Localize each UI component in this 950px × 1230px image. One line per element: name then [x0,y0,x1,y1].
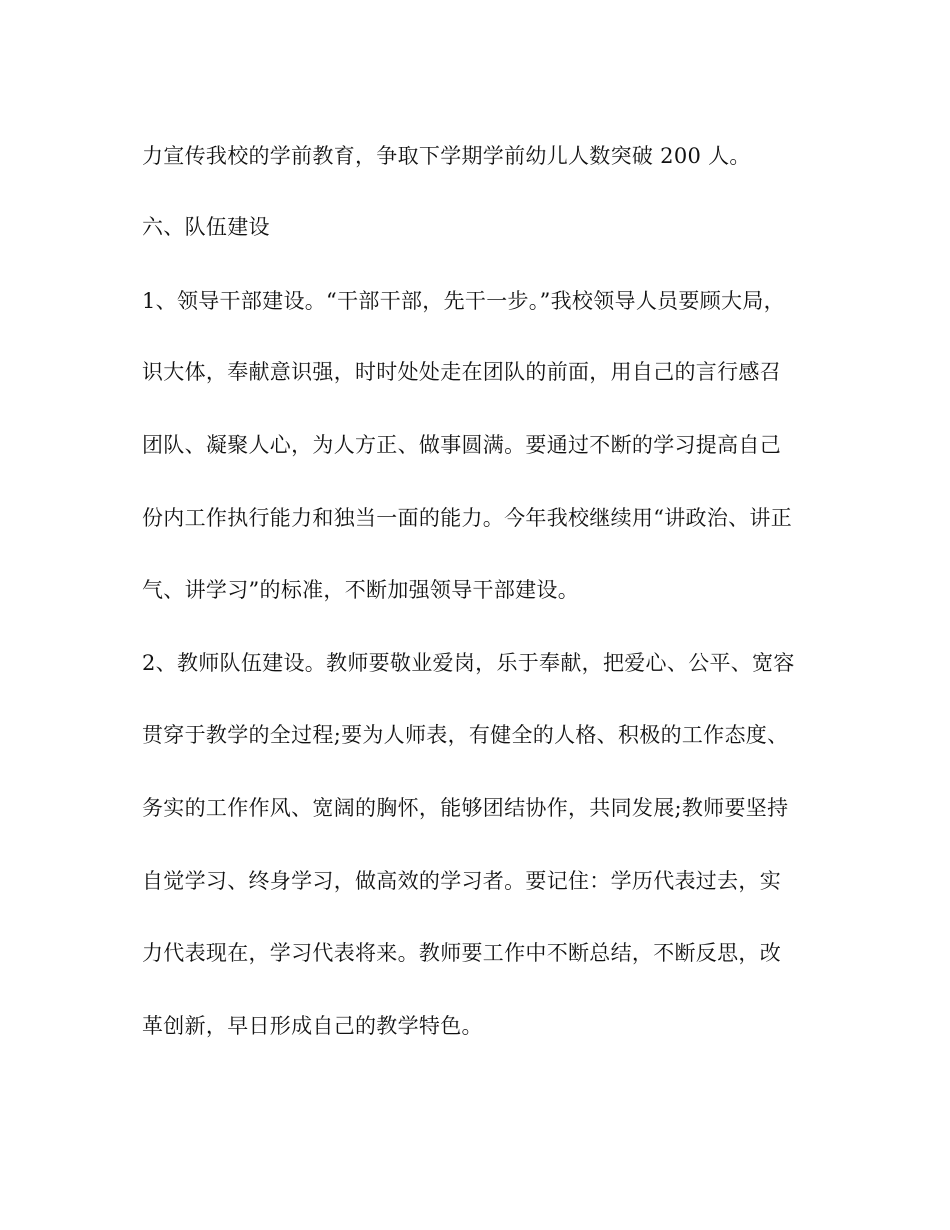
paragraph-line: 团队、凝聚人心，为人方正、做事圆满。要通过不断的学习提高自己 [142,433,781,457]
paragraph-line: 力代表现在，学习代表将来。教师要工作中不断总结，不断反思，改 [142,941,781,965]
section-heading: 六、队伍建设 [142,215,270,239]
paragraph-line: 力宣传我校的学前教育，争取下学期学前幼儿人数突破 200 人。 [142,144,751,168]
paragraph-line: 份内工作执行能力和独当一面的能力。今年我校继续用“讲政治、讲正 [142,506,793,530]
paragraph-line: 务实的工作作风、宽阔的胸怀，能够团结协作，共同发展;教师要坚持 [142,796,789,820]
paragraph-line: 贯穿于教学的全过程;要为人师表，有健全的人格、积极的工作态度、 [142,723,789,747]
paragraph-line: 识大体，奉献意识强，时时处处走在团队的前面，用自己的言行感召 [142,360,781,384]
paragraph-line: 自觉学习、终身学习，做高效的学习者。要记住：学历代表过去，实 [142,869,781,893]
paragraph-line: 革创新，早日形成自己的教学特色。 [142,1014,483,1038]
paragraph-line: 气、讲学习”的标准，不断加强领导干部建设。 [142,578,580,602]
paragraph-line: 1、领导干部建设。“干部干部，先干一步。”我校领导人员要顾大局， [142,289,785,313]
paragraph-line: 2、教师队伍建设。教师要敬业爱岗，乐于奉献，把爱心、公平、宽容 [142,651,795,675]
